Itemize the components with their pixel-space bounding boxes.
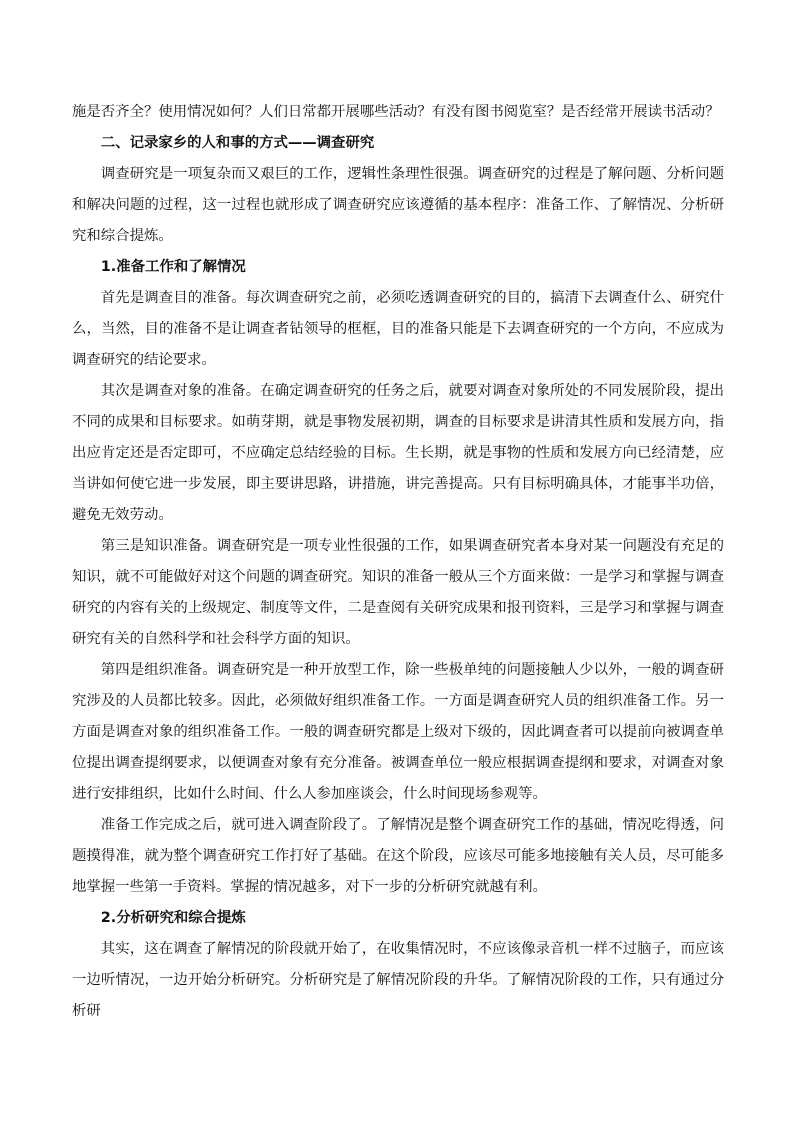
document-page xyxy=(72,97,724,1027)
paragraph-survey-intro: 调查研究是一项复杂而又艰巨的工作，逻辑性条理性很强。调查研究的过程是了解问题、分析问题和解决问题的过程，这一过程也就形成了调查研究应该遵循的基本程序：准备工作、了解情况、分析研究和综合提炼。 xyxy=(72,166,724,244)
paragraph-purpose-preparation: 首先是调查目的准备。每次调查研究之前，必须吃透调查研究的目的，搞清下去调查什么、研究什么，当然，目的准备不是让调查者钻领导的框框，目的准备只能是下去调查研究的一个方向，不应成为调查研究的结论要求。 xyxy=(72,290,724,368)
paragraph-organization-preparation: 第四是组织准备。调查研究是一种开放型工作，除一些极单纯的问题接触人少以外，一般的调查研究涉及的人员都比较多。因此，必须做好组织准备工作。一方面是调查研究人员的组织准备工作。另一方面是调查对象的组织准备工作。一般的调查研究都是上级对下级的，因此调查者可以提前向被调查单位提出调查提纲要求，以便调查对象有充分准备。被调查单位一般应根据调查提纲和要求，对调查对象进行安排组织，比如什么时间、什么人参加座谈会，什么时间现场参观等。 xyxy=(72,662,724,802)
paragraph-knowledge-preparation: 第三是知识准备。调查研究是一项专业性很强的工作，如果调查研究者本身对某一问题没有充足的知识，就不可能做好对这个问题的调查研究。知识的准备一般从三个方面来做：一是学习和掌握与调查研究的内容有关的上级规定、制度等文件，二是查阅有关研究成果和报刊资料，三是学习和掌握与调查研究有关的自然科学和社会科学方面的知识。 xyxy=(72,538,724,647)
subheading-preparation: 1.准备工作和了解情况 xyxy=(100,259,246,275)
paragraph-investigation-stage: 准备工作完成之后，就可进入调查阶段了。了解情况是整个调查研究工作的基础，情况吃得透，问题摸得准，就为整个调查研究工作打好了基础。在这个阶段，应该尽可能多地接触有关人员，尽可能多地掌握一些第一手资料。掌握的情况越多，对下一步的分析研究就越有利。 xyxy=(72,817,724,895)
subheading-analysis: 2.分析研究和综合提炼 xyxy=(100,910,246,926)
paragraph-object-preparation: 其次是调查对象的准备。在确定调查研究的任务之后，就要对调查对象所处的不同发展阶段，提出不同的成果和目标要求。如萌芽期，就是事物发展初期，调查的目标要求是讲清其性质和发展方向，指出应肯定还是否定即可，不应确定总结经验的目标。生长期，就是事物的性质和发展方向已经清楚，应当讲如何使它进一步发展，即主要讲思路，讲措施，讲完善提高。只有目标明确具体，才能事半功倍，避免无效劳动。 xyxy=(72,383,724,523)
paragraph-analysis: 其实，这在调查了解情况的阶段就开始了，在收集情况时，不应该像录音机一样不过脑子，而应该一边听情况，一边开始分析研究。分析研究是了解情况阶段的升华。了解情况阶段的工作，只有通过分析研 xyxy=(72,941,724,1019)
section-heading-survey-method: 二、记录家乡的人和事的方式——调查研究 xyxy=(100,135,375,151)
paragraph-continuation: 施是否齐全？使用情况如何？人们日常都开展哪些活动？有没有图书阅览室？是否经常开展读书活动？ xyxy=(72,104,720,120)
